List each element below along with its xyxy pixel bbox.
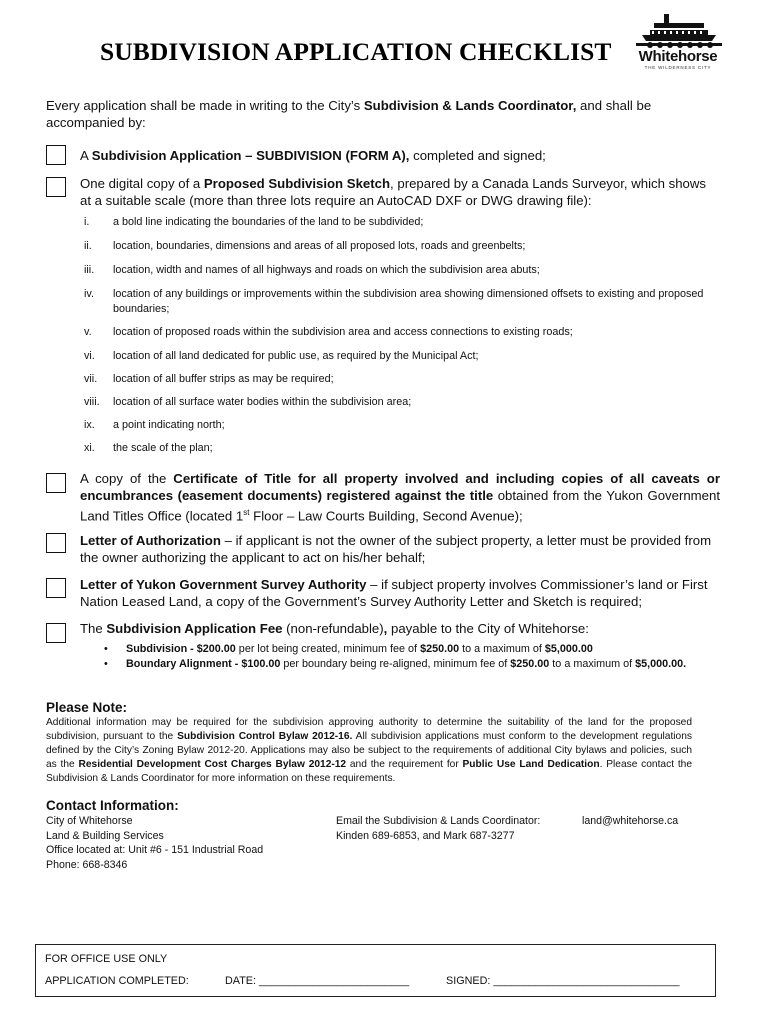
checklist-item-subdivision-sketch: One digital copy of a Proposed Subdivision Sketch, prepared by a Canada Lands Surveyor, which shows at a suitable scale (more than three lots require an AutoCAD DXF or DWG drawing file):	[80, 176, 706, 208]
contact-email-link[interactable]: land@whitehorse.ca	[582, 815, 679, 827]
checkbox-application-fee[interactable]	[46, 623, 66, 643]
office-use-box	[35, 944, 716, 997]
intro-text: Every application shall be made in writing to the City’s Subdivision & Lands Coordinator, and shall be accompanied by:	[46, 98, 652, 130]
fee-item: • Subdivision - $200.00 per lot being created, minimum fee of $250.00 to a maximum of $5,000.00	[104, 643, 593, 655]
checkbox-certificate-of-title[interactable]	[46, 473, 66, 493]
office-use-heading: FOR OFFICE USE ONLY	[45, 953, 168, 965]
application-completed-label: APPLICATION COMPLETED:	[45, 975, 189, 987]
checkbox-survey-authority[interactable]	[46, 578, 66, 598]
checkbox-subdivision-sketch[interactable]	[46, 177, 66, 197]
page-title: SUBDIVISION APPLICATION CHECKLIST	[100, 37, 612, 66]
signed-field[interactable]: SIGNED: _______________________________	[446, 975, 680, 987]
checklist-item-certificate-of-title: A copy of the Certificate of Title for all property involved and including copies of all caveats or encumbrances (easement documents) registered against the title obtained from the Yukon Government Land Titles Office (located 1st Floor – Law Courts Building, Second Avenue);	[80, 471, 721, 524]
date-field[interactable]: DATE: _________________________	[225, 975, 410, 987]
checkbox-subdivision-application[interactable]	[46, 145, 66, 165]
contact-heading: Contact Information:	[46, 798, 179, 813]
checklist-item-letter-of-authorization: Letter of Authorization – if applicant is not the owner of the subject property, a letter must be provided from the owner authorizing the applicant to act on his/her behalf;	[80, 533, 712, 565]
sternwheeler-icon	[628, 10, 728, 50]
note-heading: Please Note:	[46, 700, 128, 715]
fee-list	[104, 642, 714, 672]
fee-item: • Boundary Alignment - $100.00 per boundary being re-aligned, minimum fee of $250.00 to a maximum of $5,000.00.	[104, 658, 687, 670]
checklist-item-application-form: A Subdivision Application – SUBDIVISION (FORM A), completed and signed;	[80, 148, 546, 163]
checklist-item-survey-authority: Letter of Yukon Government Survey Authority – if subject property involves Commissioner’s land or First Nation Leased Land, a copy of the Government’s Survey Authority Letter and Sketch is required;	[80, 577, 708, 609]
contact-address: City of Whitehorse Land & Building Services Office located at: Unit #6 - 151 Industrial Road Phone: 668-8346	[46, 815, 264, 871]
contact-coordinator: Email the Subdivision & Lands Coordinator: Kinden 689-6853, and Mark 687-3277	[336, 815, 541, 842]
note-text: Additional information may be required for the subdivision approving authority to determine the suitability of the land for the proposed subdivision, pursuant to the Subdivision Control Bylaw 2012-16. All subdivision applications must conform to the development regulations defined by the City’s Zoning Bylaw 2012-20. Applications may also be subject to the requirements of additional City bylaws and policies, such as the Residential Development Cost Charges Bylaw 2012-12 and the requirement for Public Use Land Dedication. Please contact the Subdivision & Lands Coordinator for more information on these requirements.	[46, 717, 692, 784]
checkbox-letter-of-authorization[interactable]	[46, 533, 66, 553]
logo-wordmark: Whitehorse	[638, 48, 718, 65]
whitehorse-logo	[628, 10, 728, 72]
logo-tagline: THE WILDERNESS CITY	[644, 65, 712, 70]
checklist-item-application-fee: The Subdivision Application Fee (non-refundable), payable to the City of Whitehorse:	[80, 621, 589, 636]
